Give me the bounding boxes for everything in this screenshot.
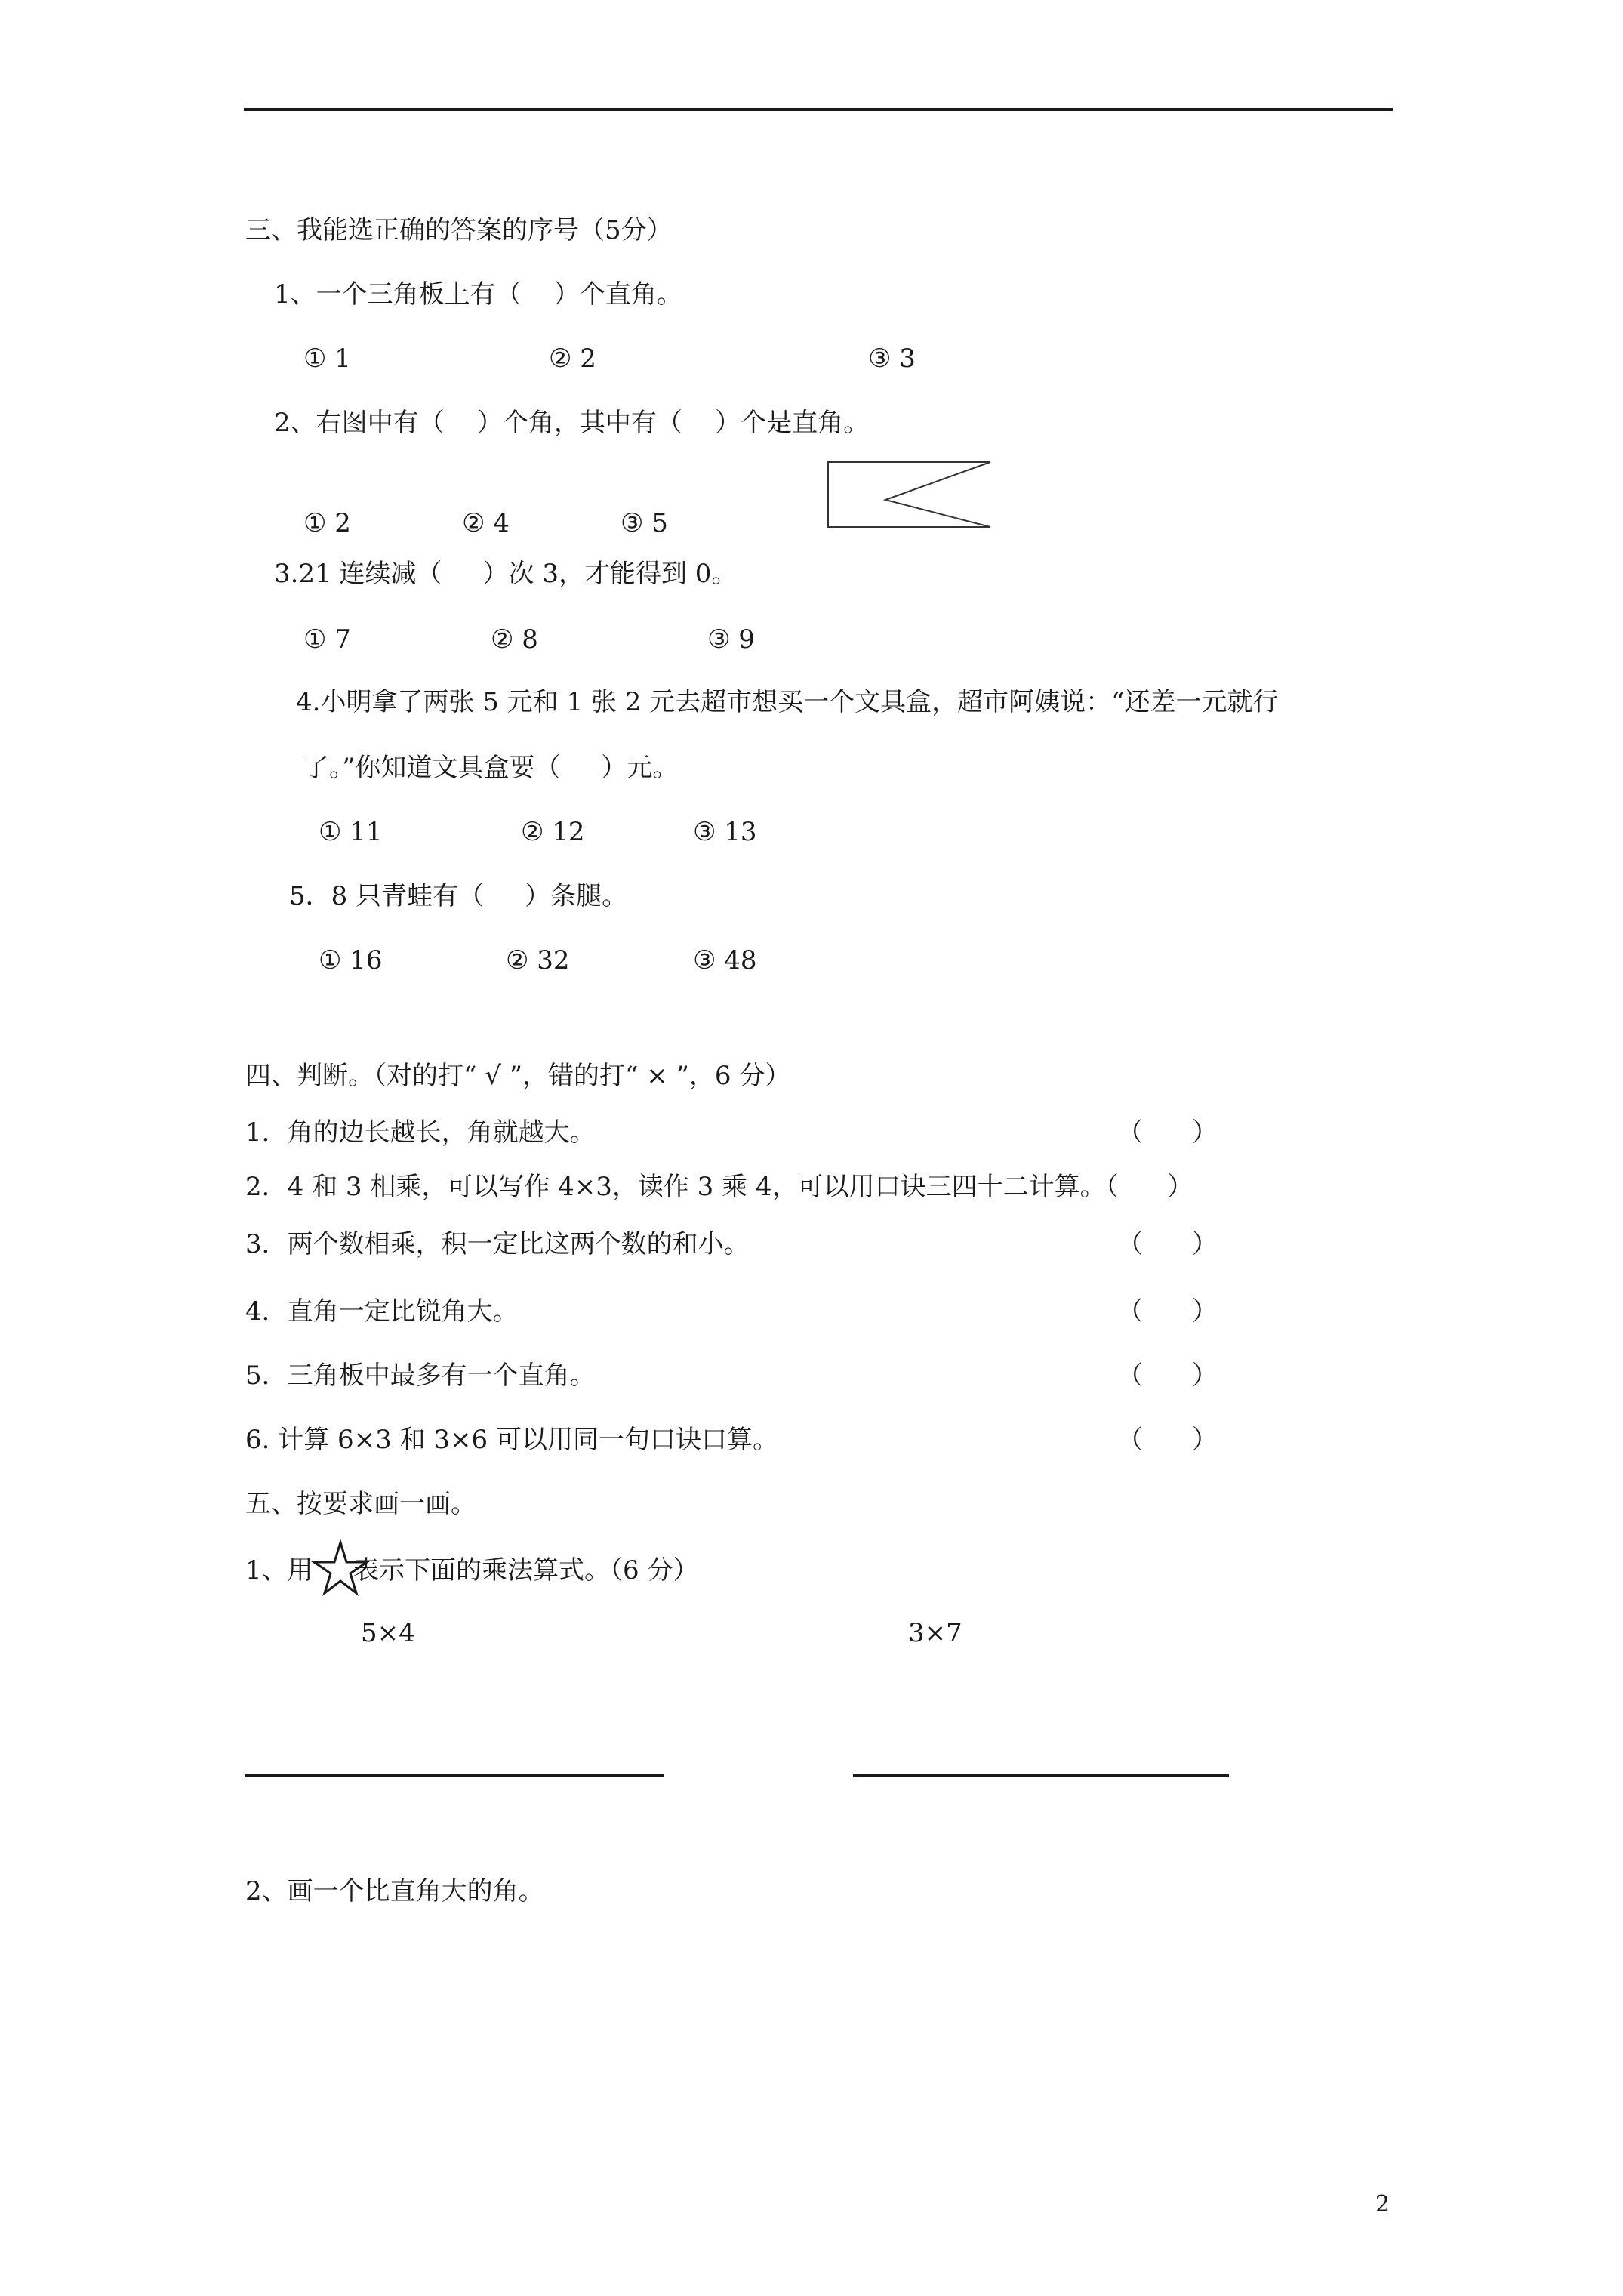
q1-option-2: ② 2 bbox=[549, 344, 596, 374]
judge-paren-5: （ ） bbox=[1117, 1361, 1218, 1391]
judge-item-6: 6. 计算 6×3 和 3×6 可以用同一句口诀口算。 bbox=[245, 1425, 778, 1455]
page-number: 2 bbox=[1375, 2191, 1390, 2217]
q1-text: 1、一个三角板上有（ ）个直角。 bbox=[274, 279, 682, 310]
q2-option-3: ③ 5 bbox=[621, 508, 668, 538]
q5-option-3: ③ 48 bbox=[693, 945, 757, 975]
q4-line2: 了。”你知道文具盒要（ ）元。 bbox=[303, 753, 679, 783]
q2-option-2: ② 4 bbox=[462, 508, 510, 538]
judge-item-1: 1．角的边长越长，角就越大。 bbox=[245, 1117, 596, 1148]
judge-item-5: 5．三角板中最多有一个直角。 bbox=[245, 1361, 596, 1391]
q2-option-1: ① 2 bbox=[303, 508, 351, 538]
draw-q1-prefix: 1、用 bbox=[245, 1555, 322, 1586]
q4-option-2: ② 12 bbox=[521, 817, 585, 847]
q5-option-1: ① 16 bbox=[319, 945, 383, 975]
q5-text: 5．8 只青蛙有（ ）条腿。 bbox=[289, 881, 628, 911]
expression-5x4: 5×4 bbox=[361, 1618, 415, 1648]
q3-option-2: ② 8 bbox=[491, 624, 538, 655]
answer-line-2 bbox=[853, 1774, 1229, 1777]
q1-option-1: ① 1 bbox=[303, 344, 351, 374]
q2-text: 2、右图中有（ ）个角，其中有（ ）个是直角。 bbox=[274, 408, 870, 438]
q3-text: 3.21 连续减（ ）次 3，才能得到 0。 bbox=[274, 559, 738, 589]
section5-title: 五、按要求画一画。 bbox=[245, 1489, 476, 1519]
judge-item-2: 2．4 和 3 相乘，可以写作 4×3，读作 3 乘 4，可以用口诀三四十二计算。（ ） bbox=[245, 1172, 1193, 1202]
q4-option-3: ③ 13 bbox=[693, 817, 757, 847]
section4-title: 四、判断。（对的打“ √ ”，错的打“ × ”，6 分） bbox=[245, 1061, 791, 1091]
header-rule bbox=[244, 108, 1393, 111]
q3-option-1: ① 7 bbox=[303, 624, 351, 655]
judge-paren-4: （ ） bbox=[1117, 1296, 1218, 1327]
section3-title: 三、我能选正确的答案的序号（5分） bbox=[245, 215, 673, 245]
draw-q1-suffix: 表示下面的乘法算式。（6 分） bbox=[353, 1555, 699, 1586]
answer-line-1 bbox=[245, 1774, 664, 1777]
judge-paren-6: （ ） bbox=[1117, 1425, 1218, 1455]
expression-3x7: 3×7 bbox=[908, 1618, 962, 1648]
judge-paren-3: （ ） bbox=[1117, 1229, 1218, 1259]
judge-paren-1: （ ） bbox=[1117, 1117, 1218, 1148]
judge-item-4: 4．直角一定比锐角大。 bbox=[245, 1296, 519, 1327]
draw-q2-text: 2、画一个比直角大的角。 bbox=[245, 1876, 544, 1906]
q1-option-3: ③ 3 bbox=[868, 344, 916, 374]
q5-option-2: ② 32 bbox=[506, 945, 570, 975]
q4-line1: 4.小明拿了两张 5 元和 1 张 2 元去超市想买一个文具盒，超市阿姨说：“还差一元就行 bbox=[296, 687, 1279, 717]
q3-option-3: ③ 9 bbox=[707, 624, 755, 655]
q4-option-1: ① 11 bbox=[319, 817, 383, 847]
judge-item-3: 3．两个数相乘，积一定比这两个数的和小。 bbox=[245, 1229, 750, 1259]
